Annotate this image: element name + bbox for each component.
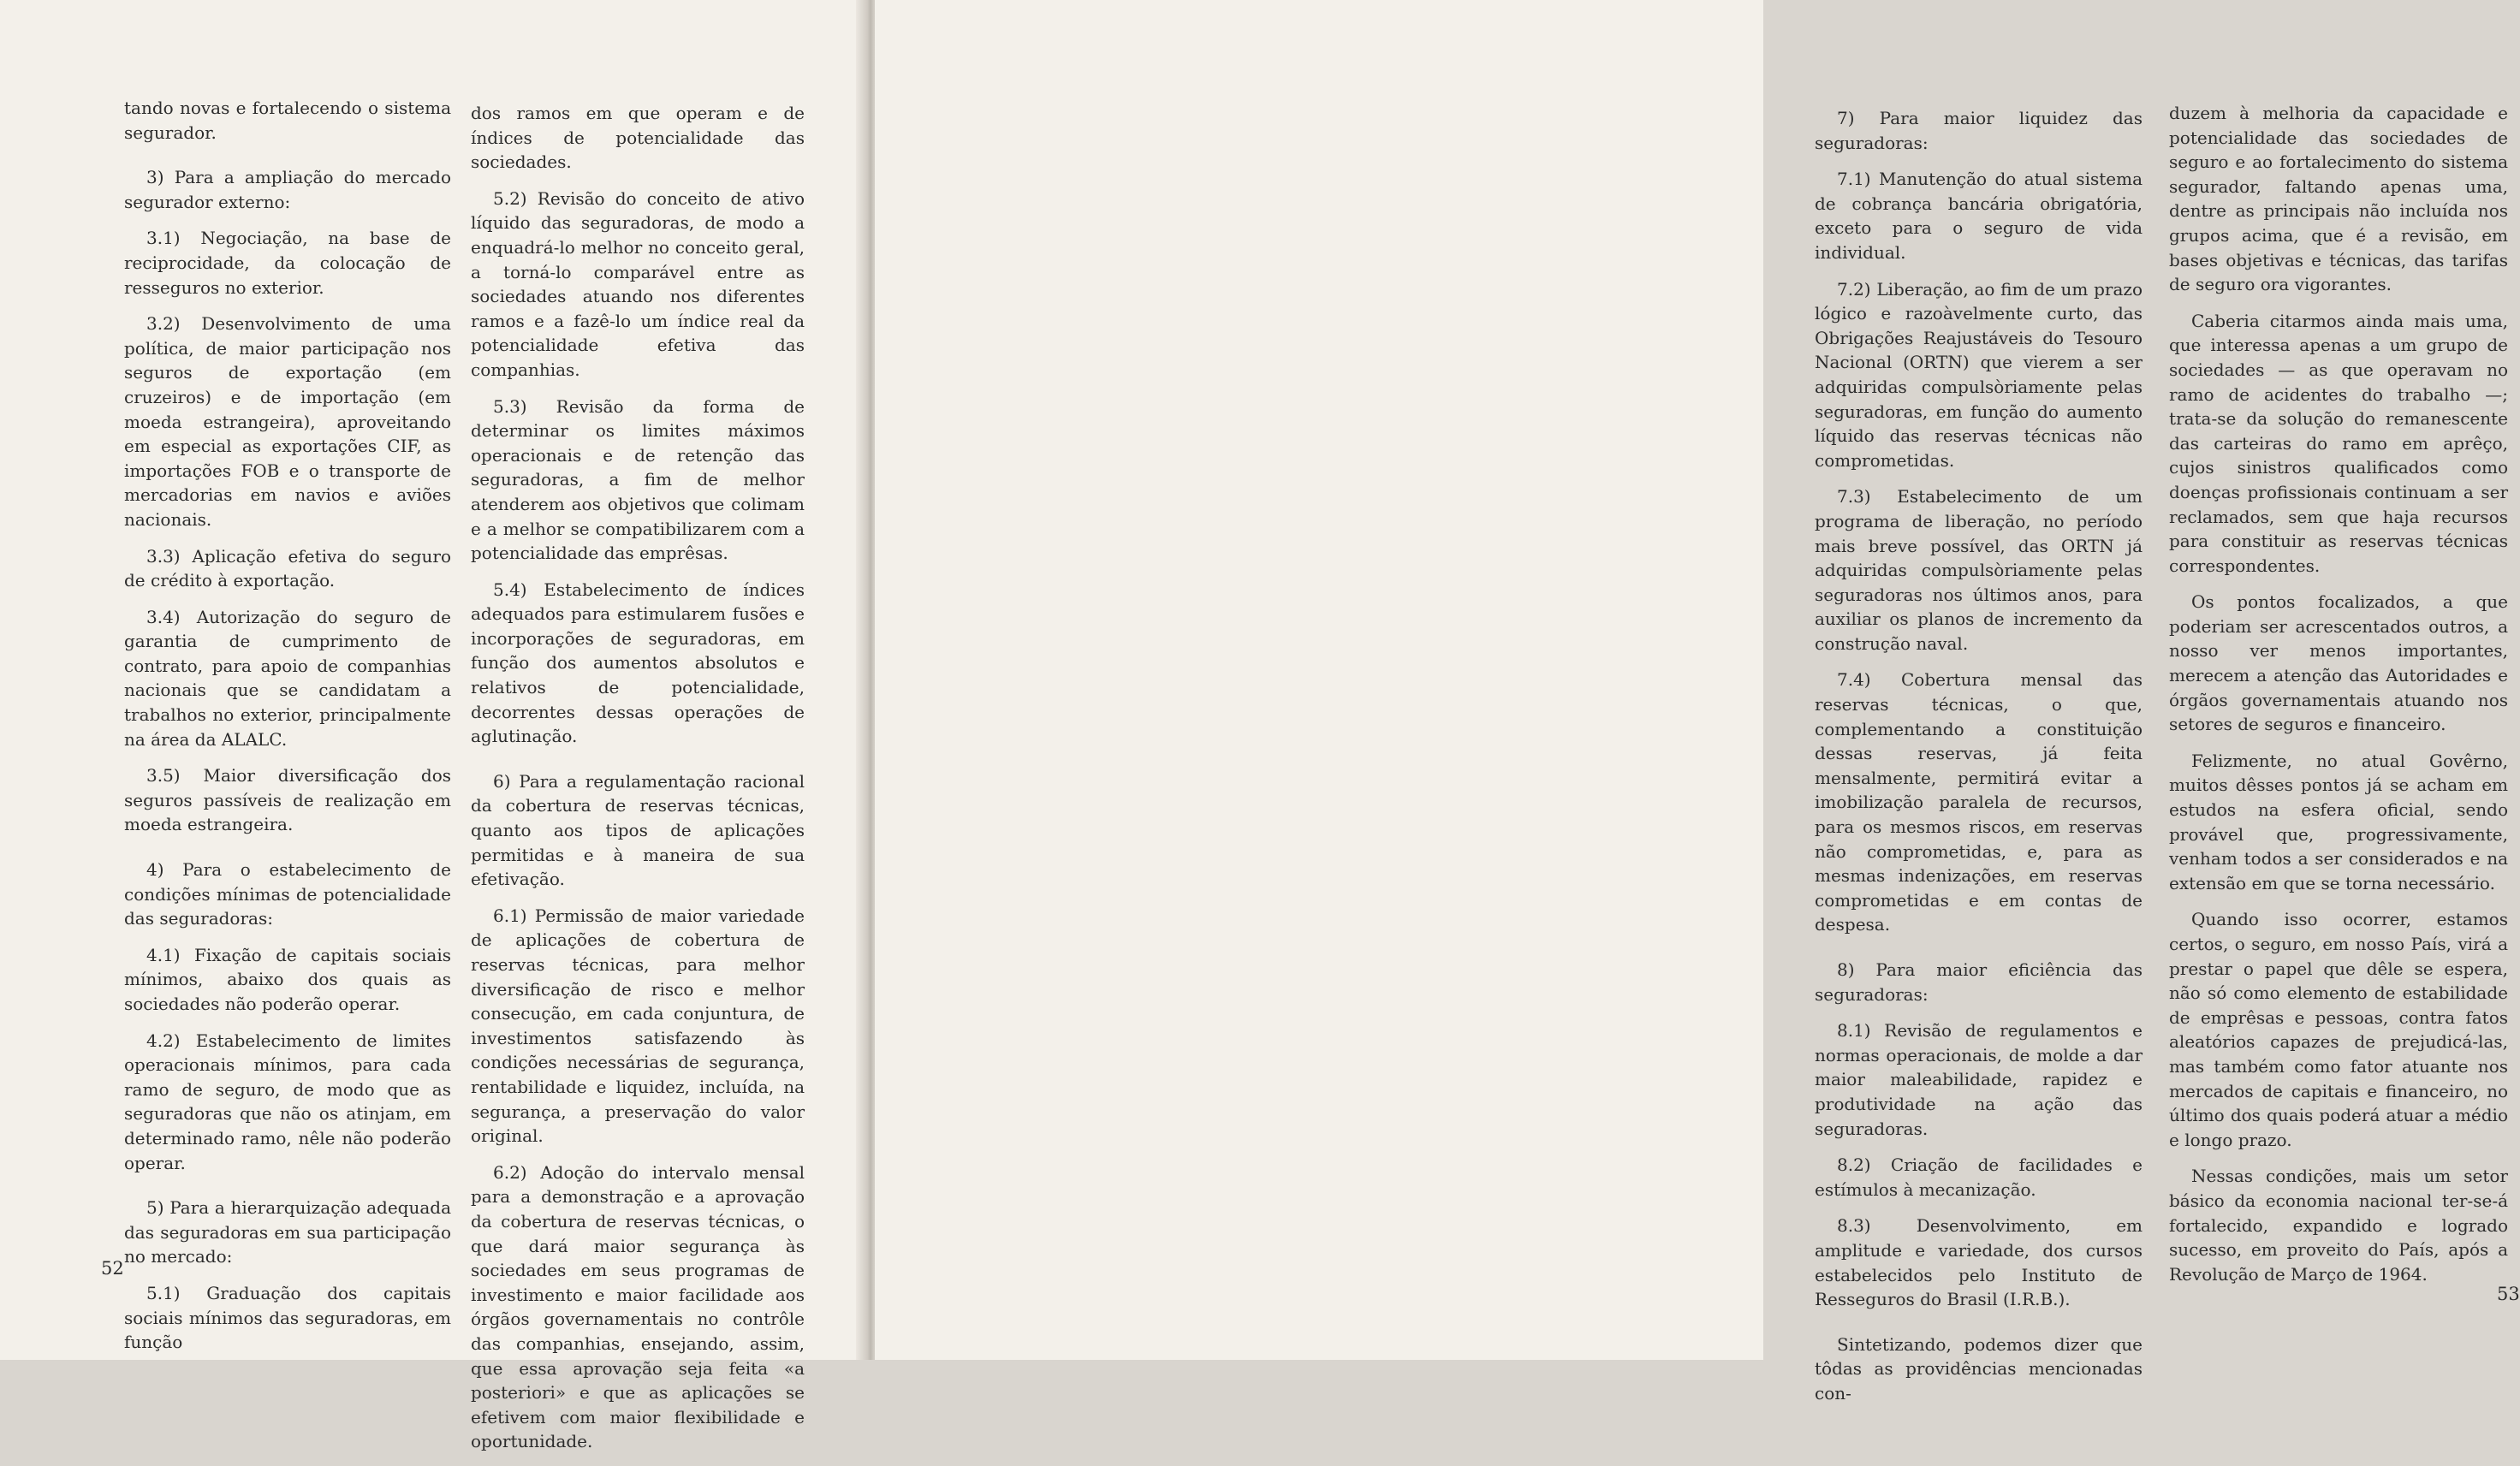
- section-heading: 6) Para a regulamentação racional da cobertura de reservas técnicas, quanto aos tipos de aplicações permitidas e à maneira de sua efetivação.: [471, 770, 805, 890]
- paragraph: 7.1) Manutenção do atual sistema de cobrança bancária obrigatória, exceto para o seguro de vida individual.: [1815, 169, 2143, 263]
- paragraph: Caberia citarmos ainda mais uma, que interessa apenas a um grupo de sociedades — as que operavam no ramo de acidentes do trabalho —; trata-se da solução do remanescente das carteiras do ramo em aprêço, cujos sinistros qualificados como doenças profissionais continuam a ser reclamados, sem que haja recursos para constituir as reservas técnicas correspondentes.: [2169, 310, 2508, 576]
- section-heading: 8) Para maior eficiência das seguradoras:: [1815, 959, 2143, 1005]
- paragraph: 4.1) Fixação de capitais sociais mínimos, abaixo dos quais as sociedades não poderão operar.: [124, 944, 451, 1014]
- paragraph: Sintetizando, podemos dizer que tôdas as providências mencionadas con-: [1815, 1333, 2143, 1404]
- right-page-column-1: [1815, 106, 2143, 1418]
- section-heading: 4) Para o estabelecimento de condições mínimas de potencialidade das seguradoras:: [124, 859, 451, 929]
- paragraph: Quando isso ocorrer, estamos certos, o seguro, em nosso País, virá a prestar o papel que dêle se espera, não só como elemento de estabilidade de emprêsas e pessoas, contra fatos aleatórios capazes de prejudicá-las, mas também como fator atuante nos mercados de capitais e financeiro, no último dos quais poderá atuar a médio e longo prazo.: [2169, 909, 2508, 1150]
- page-number: 53: [2497, 1284, 2520, 1304]
- paragraph: 5.3) Revisão da forma de determinar os limites máximos operacionais e de retenção das seguradoras, a fim de melhor atenderem aos objetivos que colimam e a melhor se compatibilizarem com a potencialidade das emprêsas.: [471, 395, 805, 564]
- left-page-column-1: [124, 96, 451, 1367]
- paragraph: 8.1) Revisão de regulamentos e normas operacionais, de molde a dar maior maleabilidade, rapidez e produtividade na ação das seguradoras.: [1815, 1020, 2143, 1139]
- paragraph: tando novas e fortalecendo o sistema segurador.: [124, 98, 451, 143]
- section-heading: 7) Para maior liquidez das seguradoras:: [1815, 108, 2143, 153]
- section-heading: 3) Para a ampliação do mercado segurador externo:: [124, 167, 451, 212]
- paragraph: 5.4) Estabelecimento de índices adequados para estimularem fusões e incorporações de seguradoras, em função dos aumentos absolutos e relativos de potencialidade, decorrentes dessas operações de aglutinação.: [471, 579, 805, 747]
- right-page: [875, 0, 2520, 1404]
- paragraph: 3.5) Maior diversificação dos seguros passíveis de realização em moeda estrangeira.: [124, 765, 451, 835]
- paragraph: 3.3) Aplicação efetiva do seguro de crédito à exportação.: [124, 545, 451, 591]
- section-heading: 5) Para a hierarquização adequada das seguradoras em sua participação no mercado:: [124, 1197, 451, 1267]
- paragraph: 4.2) Estabelecimento de limites operacionais mínimos, para cada ramo de seguro, de modo que as seguradoras que não os atinjam, em determinado ramo, nêle não poderão operar.: [124, 1030, 451, 1173]
- paragraph: 5.2) Revisão do conceito de ativo líquido das seguradoras, de modo a enquadrá-lo melhor no conceito geral, a torná-lo comparável entre as sociedades atuando nos diferentes ramos e a fazê-lo um índice real da potencialidade efetiva das companhias.: [471, 187, 805, 380]
- paragraph: Felizmente, no atual Govêrno, muitos dêsses pontos já se acham em estudos na esfera oficial, sendo provável que, progressivamente, venham todos a ser considerados e na extensão em que se torna necessário.: [2169, 750, 2508, 893]
- paragraph: duzem à melhoria da capacidade e potencialidade das sociedades de seguro e ao fortalecimento do sistema segurador, faltando apenas uma, dentre as principais não incluída nos grupos acima, que é a revisão, em bases objetivas e técnicas, das tarifas de seguro ora vigorantes.: [2169, 103, 2508, 295]
- paragraph: Os pontos focalizados, a que poderiam ser acrescentados outros, a nosso ver menos importantes, merecem a atenção das Autoridades e órgãos governamentais atuando nos setores de seguros e financeiro.: [2169, 591, 2508, 735]
- paragraph: 3.4) Autorização do seguro de garantia de cumprimento de contrato, para apoio de companhias nacionais que se candidatam a trabalhos no exterior, principalmente na área da ALALC.: [124, 606, 451, 750]
- paragraph: 7.2) Liberação, ao fim de um prazo lógico e razoàvelmente curto, das Obrigações Reajustáveis do Tesouro Nacional (ORTN) que vierem a ser adquiridas compulsòriamente pelas seguradoras, em função do aumento líquido das reservas técnicas não comprometidas.: [1815, 278, 2143, 471]
- left-page-column-2: [471, 101, 805, 1466]
- paragraph: dos ramos em que operam e de índices de potencialidade das sociedades.: [471, 103, 805, 173]
- paragraph: 8.3) Desenvolvimento, em amplitude e variedade, dos cursos estabelecidos pelo Instituto de Resseguros do Brasil (I.R.B.).: [1815, 1215, 2143, 1310]
- paragraph: 7.4) Cobertura mensal das reservas técnicas, o que, complementando a constituição dessas reservas, já feita mensalmente, permitirá evitar a imobilização paralela de recursos, para os mesmos riscos, em reservas não comprometidas, e, para as mesmas indenizações, em reservas comprometidas e em contas de despesa.: [1815, 669, 2143, 935]
- paragraph: 6.2) Adoção do intervalo mensal para a demonstração e a aprovação da cobertura de reservas técnicas, o que dará maior segurança às sociedades em seus programas de investimento e maior facilidade aos órgãos governamentais no contrôle das companhias, ensejando, assim, que essa aprovação seja feita «a posteriori» e que as aplicações se efetivem com maior flexibilidade e oportunidade.: [471, 1161, 805, 1452]
- paragraph: 3.1) Negociação, na base de reciprocidade, da colocação de resseguros no exterior.: [124, 228, 451, 298]
- paragraph: 8.2) Criação de facilidades e estímulos à mecanização.: [1815, 1154, 2143, 1200]
- page-number: 52: [101, 1258, 124, 1279]
- paragraph: 3.2) Desenvolvimento de uma política, de maior participação nos seguros de exportação (em cruzeiros) e de importação (em moeda estrangeira), aproveitando em especial as exportações CIF, as importações FOB e o transporte de mercadorias em navios e aviões nacionais.: [124, 313, 451, 530]
- right-page-column-2: [2169, 101, 2508, 1298]
- paragraph: 6.1) Permissão de maior variedade de aplicações de cobertura de reservas técnicas, para melhor diversificação de risco e melhor consecução, em cada conjuntura, de investimentos satisfazendo às condições necessárias de segurança, rentabilidade e liquidez, incluída, na segurança, a preservação do valor original.: [471, 905, 805, 1147]
- paragraph: 7.3) Estabelecimento de um programa de liberação, no período mais breve possível, das ORTN já adquiridas compulsòriamente pelas seguradoras nos últimos anos, para auxiliar os planos de incremento da construção naval.: [1815, 486, 2143, 654]
- left-page: [0, 0, 866, 1452]
- paragraph: 5.1) Graduação dos capitais sociais mínimos das seguradoras, em função: [124, 1282, 451, 1353]
- paragraph: Nessas condições, mais um setor básico da economia nacional ter-se-á fortalecido, expandido e logrado sucesso, em proveito do País, após a Revolução de Março de 1964.: [2169, 1166, 2508, 1285]
